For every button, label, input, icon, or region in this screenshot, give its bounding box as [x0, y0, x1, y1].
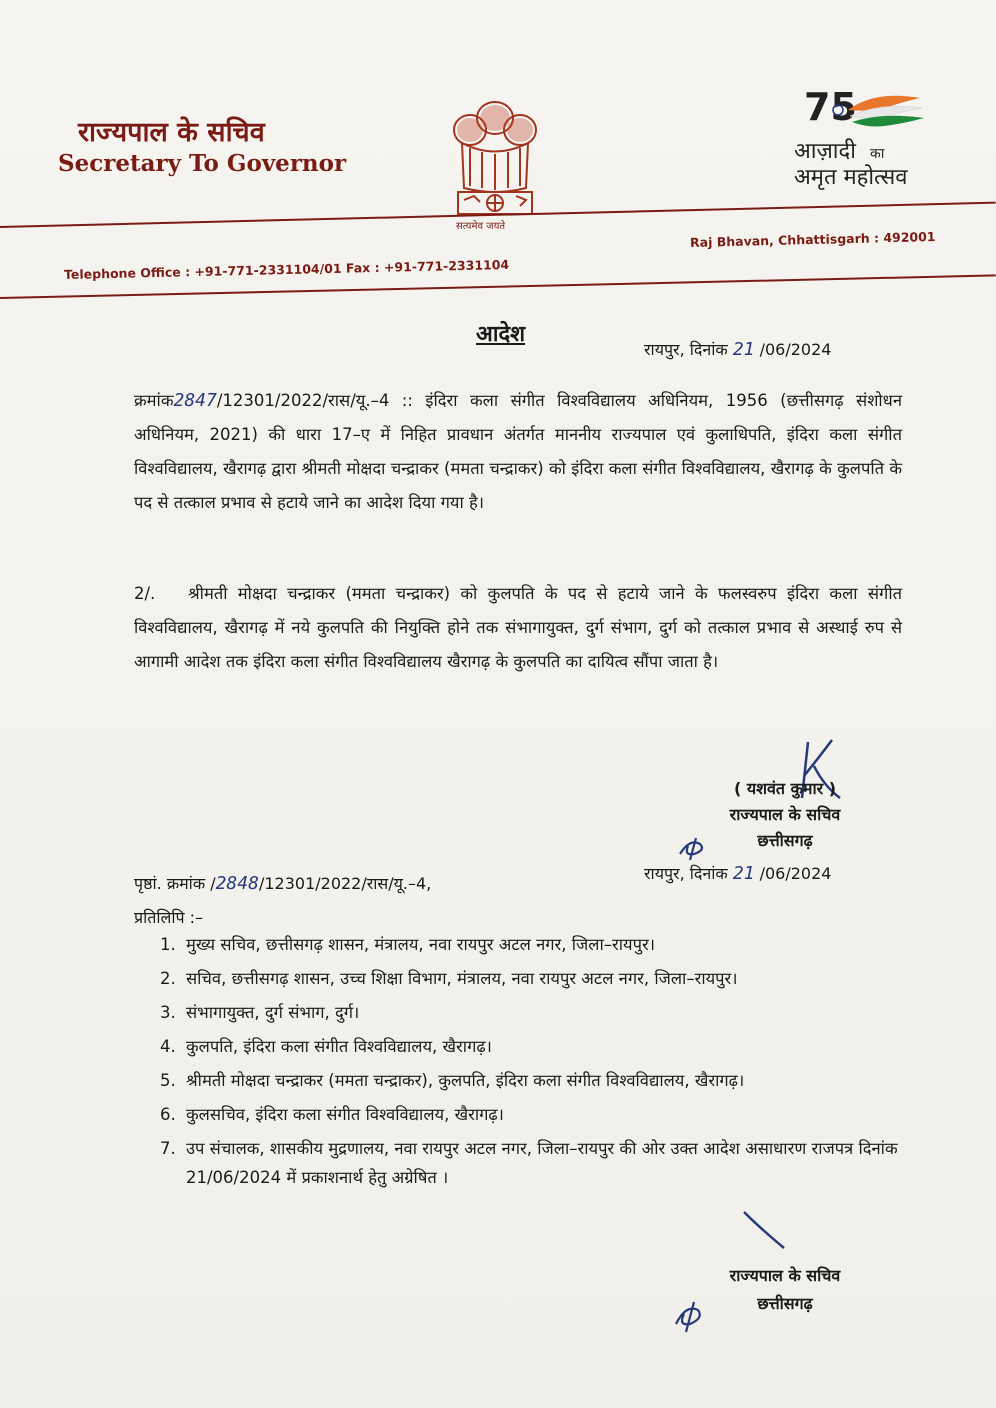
list-item [134, 1100, 924, 1129]
azadi-ka-amrit-mahotsav-logo [790, 80, 950, 190]
order-paragraph-2-number: 2/. [134, 584, 156, 603]
endorsement-date [644, 862, 831, 884]
initial-mark-1 [676, 834, 710, 862]
recipient-list [134, 930, 924, 1197]
endorsement-date-day: 21 [732, 863, 755, 884]
list-item-text: संभागायुक्त, दुर्ग संभाग, दुर्ग। [186, 1003, 360, 1022]
letterhead-title-english: Secretary To Governor [58, 150, 347, 177]
list-item-number: 6. [160, 1105, 176, 1124]
letterhead-title-hindi: राज्यपाल के सचिव [78, 117, 265, 148]
list-item-text: मुख्य सचिव, छत्तीसगढ़ शासन, मंत्रालय, नवा रायपुर अटल नगर, जिला–रायपुर। [186, 935, 655, 954]
list-item [134, 998, 924, 1027]
list-item-number: 1. [160, 935, 176, 954]
azadi-logo-ka: का [870, 146, 885, 162]
list-item-text: श्रीमती मोक्षदा चन्द्राकर (ममता चन्द्राकर), कुलपति, इंदिरा कला संगीत विश्वविद्यालय, खैरागढ़। [186, 1071, 745, 1090]
list-item-number: 7. [160, 1139, 176, 1158]
order-date [644, 338, 831, 360]
signature-block-1 [700, 776, 870, 854]
list-item [134, 1032, 924, 1061]
list-item [134, 964, 924, 993]
endorsement-ref-number: 2848 [215, 873, 259, 894]
list-item [134, 1134, 924, 1192]
list-item-number: 3. [160, 1003, 176, 1022]
emblem-motto: सत्यमेव जयते [456, 221, 506, 232]
letterhead-telephone: Telephone Office : +91-771-2331104/01 Fax : +91-771-2331104 [63, 256, 510, 283]
signatory-name: ( यशवंत कुमार ) [733, 779, 837, 798]
order-ref-prefix: क्रमांक [134, 391, 174, 410]
letterhead-address: Raj Bhavan, Chhattisgarh : 492001 [689, 229, 936, 250]
endorsement-date-suffix: /06/2024 [759, 864, 832, 883]
list-item [134, 1066, 924, 1095]
azadi-logo-line2: अमृत महोत्सव [794, 165, 908, 190]
signatory-2-designation: राज्यपाल के सचिव [729, 1266, 841, 1285]
list-item-text: सचिव, छत्तीसगढ़ शासन, उच्च शिक्षा विभाग, मंत्रालय, नवा रायपुर अटल नगर, जिला–रायपुर। [186, 969, 738, 988]
list-item-number: 4. [160, 1037, 176, 1056]
list-item-text: कुलपति, इंदिरा कला संगीत विश्वविद्यालय, खैरागढ़। [186, 1037, 492, 1056]
order-date-day: 21 [732, 339, 755, 360]
order-paragraph-2-text: श्रीमती मोक्षदा चन्द्राकर (ममता चन्द्राकर) को कुलपति के पद से हटाये जाने के फलस्वरुप इंदिरा कला संगीत विश्वविद्यालय, खैरागढ़ में नये कुलपति की नियुक्ति होने तक संभागायुक्त, दुर्ग संभाग, दुर्ग को तत्काल प्रभाव से अस्थाई रुप से आगामी आदेश तक इंदिरा कला संगीत विश्वविद्यालय खैरागढ़ के कुलपति का दायित्व सौंपा जाता है। [134, 584, 902, 671]
signatory-state: छत्तीसगढ़ [757, 831, 813, 850]
endorsement-ref-prefix: पृष्ठां. क्रमांक / [134, 874, 216, 893]
order-ref-number: 2847 [173, 390, 217, 411]
national-emblem-icon [440, 88, 550, 233]
list-item-text: कुलसचिव, इंदिरा कला संगीत विश्वविद्यालय, खैरागढ़। [186, 1105, 504, 1124]
signature-block-2 [700, 1262, 870, 1318]
endorsement-reference [134, 872, 431, 894]
order-date-prefix: रायपुर, दिनांक [644, 340, 728, 359]
order-paragraph-2 [134, 577, 902, 679]
list-item-number: 5. [160, 1071, 176, 1090]
endorsement-date-prefix: रायपुर, दिनांक [644, 864, 728, 883]
signatory-designation: राज्यपाल के सचिव [729, 805, 841, 824]
signatory-2-state: छत्तीसगढ़ [757, 1294, 813, 1313]
order-date-suffix: /06/2024 [759, 340, 832, 359]
copy-to-label: प्रतिलिपि :– [134, 908, 204, 927]
list-item-text: उप संचालक, शासकीय मुद्रणालय, नवा रायपुर अटल नगर, जिला–रायपुर की ओर उक्त आदेश असाधारण राजपत्र दिनांक 21/06/2024 में प्रकाशनार्थ हेतु अग्रेषित । [186, 1139, 898, 1187]
order-paragraph-1 [134, 384, 902, 520]
endorsement-ref-rest: /12301/2022/रास/यू.–4, [258, 874, 432, 893]
order-title: आदेश [476, 322, 526, 347]
azadi-logo-number: 75 [804, 85, 857, 129]
azadi-logo-line1: आज़ादी [794, 139, 856, 164]
signature-2-mark [740, 1206, 790, 1256]
list-item [134, 930, 924, 959]
order-paragraph-1-text: /12301/2022/रास/यू.–4 :: इंदिरा कला संगीत विश्वविद्यालय अधिनियम, 1956 (छत्तीसगढ़ संशोधन अधिनियम, 2021) की धारा 17–ए में निहित प्रावधान अंतर्गत माननीय राज्यपाल एवं कुलाधिपति, इंदिरा कला संगीत विश्वविद्यालय, खैरागढ़ द्वारा श्रीमती मोक्षदा चन्द्राकर (ममता चन्द्राकर) को इंदिरा कला संगीत विश्वविद्यालय, खैरागढ़ के कुलपति के पद से तत्काल प्रभाव से हटाये जाने का आदेश दिया गया है। [134, 391, 902, 512]
list-item-number: 2. [160, 969, 176, 988]
initial-mark-2 [670, 1298, 710, 1334]
